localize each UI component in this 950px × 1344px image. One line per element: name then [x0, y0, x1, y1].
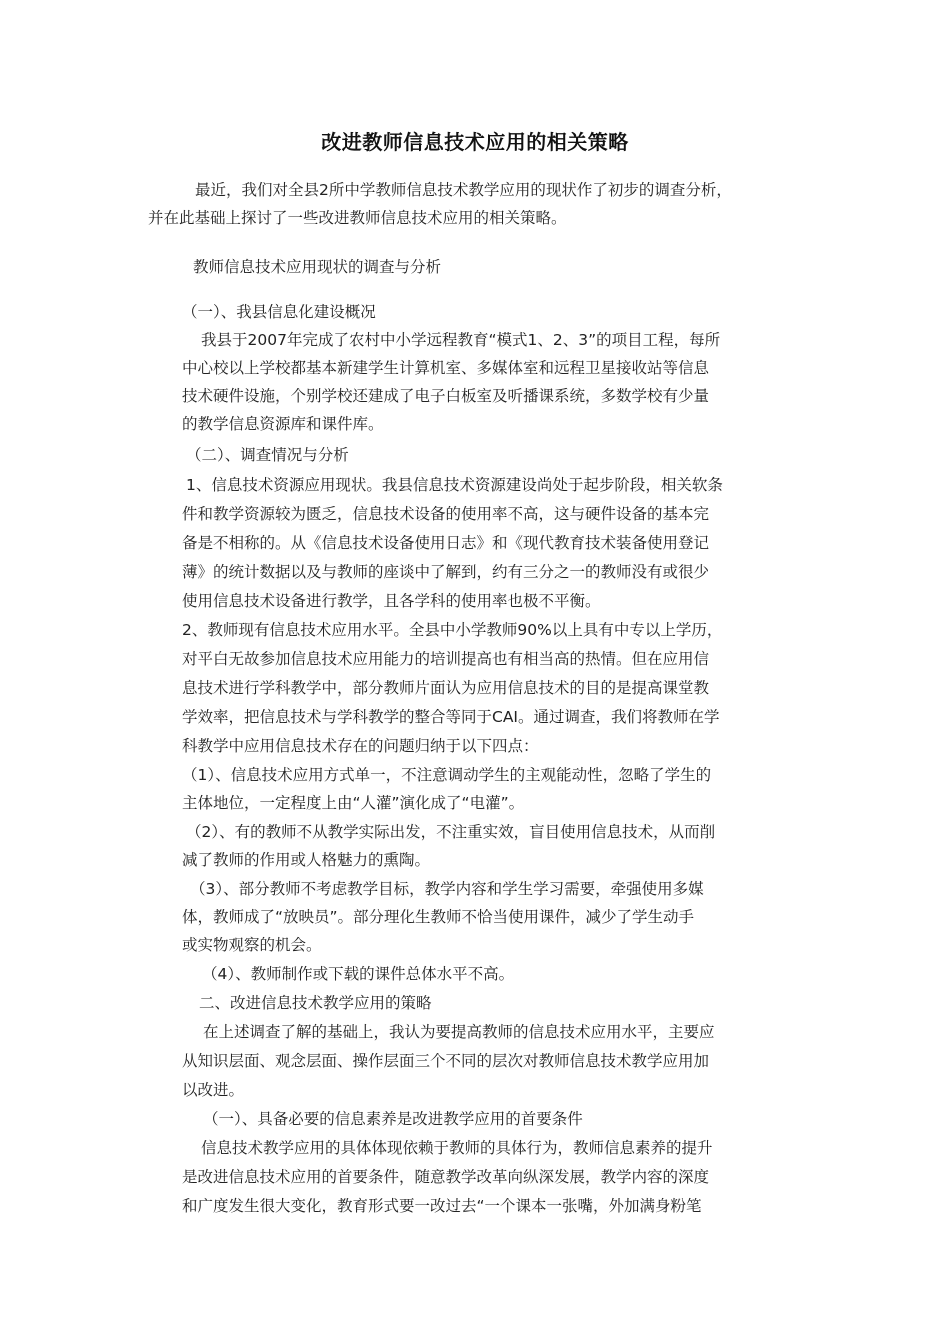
sub1-line-3: 技术硬件设施，个别学校还建成了电子白板室及听播课系统，多数学校有少量: [182, 387, 710, 405]
intro-line-1: 最近，我们对全县2所中学教师信息技术教学应用的现状作了初步的调查分析，: [195, 181, 732, 199]
item2-line-1: 2、教师现有信息技术应用水平。全县中小学教师90%以上具有中专以上学历，: [182, 621, 723, 639]
sub1-line-4: 的教学信息资源库和课件库。: [182, 415, 384, 433]
point1-line-1: （1）、信息技术应用方式单一，不注意调动学生的主观能动性，忽略了学生的: [182, 766, 712, 784]
point3-line-1: （3）、部分教师不考虑教学目标，教学内容和学生学习需要，牵强使用多媒: [190, 880, 704, 898]
sub1-line-1: 我县于2007年完成了农村中小学远程教育“模式1、2、3”的项目工程，每所: [201, 331, 721, 349]
section2-line-2: 从知识层面、观念层面、操作层面三个不同的层次对教师信息技术教学应用加: [182, 1052, 710, 1070]
item1-line-4: 薄》的统计数据以及与教师的座谈中了解到，约有三分之一的教师没有或很少: [182, 563, 710, 581]
item1-line-5: 使用信息技术设备进行教学，且各学科的使用率也极不平衡。: [182, 592, 601, 610]
sub1-title: （一）、我县信息化建设概况: [182, 303, 376, 321]
sub3-title: （一）、具备必要的信息素养是改进教学应用的首要条件: [203, 1110, 583, 1128]
point2-line-2: 减了教师的作用或人格魅力的熏陶。: [182, 851, 431, 869]
sub2-title: （二）、调查情况与分析: [186, 446, 349, 464]
item2-line-4: 学效率，把信息技术与学科教学的整合等同于CAI。通过调查，我们将教师在学: [182, 708, 720, 726]
section2-title: 二、改进信息技术教学应用的策略: [199, 994, 432, 1012]
point3-line-2: 体，教师成了“放映员”。部分理化生教师不恰当使用课件，减少了学生动手: [182, 908, 695, 926]
point3-line-3: 或实物观察的机会。: [182, 936, 322, 954]
item1-line-1: 1、信息技术资源应用现状。我县信息技术资源建设尚处于起步阶段，相关软条: [186, 476, 723, 494]
item2-line-3: 息技术进行学科教学中，部分教师片面认为应用信息技术的目的是提高课堂教: [182, 679, 710, 697]
sub3-line-2: 是改进信息技术应用的首要条件，随意教学改革向纵深发展，教学内容的深度: [182, 1168, 710, 1186]
point2-line-1: （2）、有的教师不从教学实际出发，不注重实效，盲目使用信息技术，从而削: [186, 823, 716, 841]
document-title: 改进教师信息技术应用的相关策略: [321, 130, 629, 154]
item2-line-2: 对平白无故参加信息技术应用能力的培训提高也有相当高的热情。但在应用信: [182, 650, 710, 668]
intro-line-2: 并在此基础上探讨了一些改进教师信息技术应用的相关策略。: [148, 209, 567, 227]
item1-line-3: 备是不相称的。从《信息技术设备使用日志》和《现代教育技术装备使用登记: [182, 534, 710, 552]
sub1-line-2: 中心校以上学校都基本新建学生计算机室、多媒体室和远程卫星接收站等信息: [182, 359, 710, 377]
section1-title: 教师信息技术应用现状的调查与分析: [193, 258, 442, 276]
item2-line-5: 科教学中应用信息技术存在的问题归纳于以下四点：: [182, 737, 539, 755]
sub3-line-1: 信息技术教学应用的具体体现依赖于教师的具体行为，教师信息素养的提升: [201, 1139, 713, 1157]
point4-line: （4）、教师制作或下载的课件总体水平不高。: [202, 965, 515, 983]
section2-line-1: 在上述调查了解的基础上，我认为要提高教师的信息技术应用水平，主要应: [203, 1023, 715, 1041]
item1-line-2: 件和教学资源较为匮乏，信息技术设备的使用率不高，这与硬件设备的基本完: [182, 505, 710, 523]
sub3-line-3: 和广度发生很大变化，教育形式要一改过去“一个课本一张嘴，外加满身粉笔: [182, 1197, 702, 1215]
section2-line-3: 以改进。: [182, 1081, 245, 1099]
point1-line-2: 主体地位，一定程度上由“人灌”演化成了“电灌”。: [182, 794, 525, 812]
